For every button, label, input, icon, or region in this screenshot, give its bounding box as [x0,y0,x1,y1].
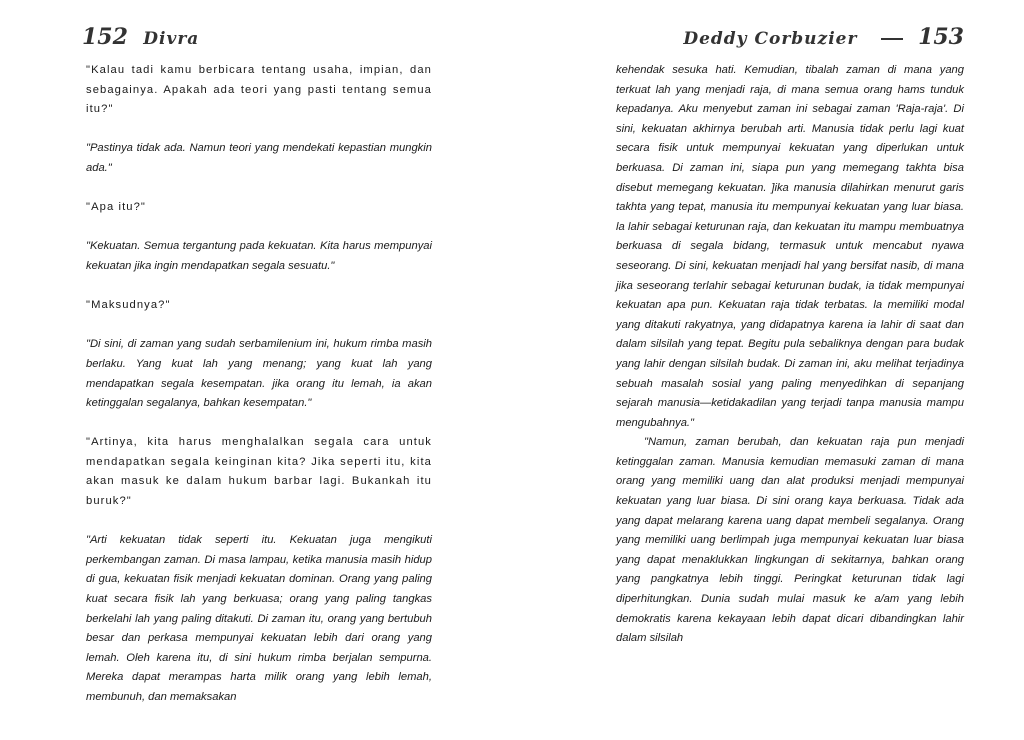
paragraph: "Apa itu?" [86,201,146,214]
paragraph: "Di sini, di zaman yang sudah serbamilenium ini, hukum rimba masih berlaku. Yang kuat lah yang menang; yang kuat lah yang mendapatkan segala kesempatan. jika orang itu lemah, ia akan ketinggalan segalanya, bahkan kesempatan." [86,338,432,410]
right-page-header [675,24,964,50]
left-page-text [86,61,432,708]
left-page-header [82,24,207,50]
paragraph: "Artinya, kita harus menghalalkan segala cara untuk mendapatkan segala keinginan kita? Jika seperti itu, kita akan masuk ke dalam hukum barbar lagi. Bukankah itu buruk?" [86,436,432,508]
left-page-number: 152 [82,24,128,50]
paragraph: "Kekuatan. Semua tergantung pada kekuatan. Kita harus mempunyai kekuatan jika ingin mendapatkan segala sesuatu." [86,240,432,272]
paragraph: kehendak sesuka hati. Kemudian, tibalah zaman di mana yang terkuat lah yang menjadi raja, di mana semua orang hams tunduk kepadanya. Aku menyebut zaman ini sebagai zaman 'Raja-raja'. Di sini, kekuatan akhirnya berubah arti. Manusia tidak perlu lagi kuat secara fisik untuk mempunyai kekuatan yang diperlukan untuk berkuasa. Di zaman ini, siapa pun yang memegang takhta bisa disebut memegang kekuatan. ]ika manusia dilahirkan menurut garis takhta yang tepat, manusia itu mempunyai kekuatan yang luar biasa. la lahir sebagai keturunan raja, dan kekuatan itu mampu membuatnya berkuasa di segala bidang, termasuk untuk mencabut nyawa seseorang. Di sini, kekuatan menjadi hal yang bersifat nasib, di mana jika seseorang terlahir sebagai keturunan budak, ia tidak mempunyai kekuatan apa pun. Kekuatan raja tidak terbatas. la memiliki modal yang ditakuti rakyatnya, yang didapatnya karena ia lahir di saat dan dalam silsilah yang tepat. Begitu pula sebaliknya dengan para budak yang lahir dengan silsilah budak. Di zaman ini, aku melihat terjadinya sebuah masalah sosial yang paling menyedihkan di sepanjang sejarah manusia—ketidakadilan yang terjadi tanpa manusia mampu mengubahnya." [616,64,964,429]
right-page-text [616,61,964,649]
paragraph: "Namun, zaman berubah, dan kekuatan raja pun menjadi ketinggalan zaman. Manusia kemudian memasuki zaman di mana orang yang memiliki uang dan alat produksi menjadi mempunyai kekuatan yang luar biasa. Di sini orang kaya berkuasa. Tidak ada yang dapat melarang karena uang dapat membeli segalanya. Orang yang memiliki uang berlimpah juga mempunyai kekuatan luar biasa yang dapat menaklukkan lingkungan di sekitarnya, bahkan orang yang pangkatnya lebih tinggi. Peringkat keturunan tidak lagi diperhitungkan. Dunia sudah mulai masuk ke a/am yang lebih demokratis karena kekayaan lebih dapat dicari dibandingkan lahir dalam silsilah [616,436,964,645]
paragraph: "Arti kekuatan tidak seperti itu. Kekuatan juga mengikuti perkembangan zaman. Di masa lampau, ketika manusia masih hidup di gua, kekuatan fisik menjadi kekuatan dominan. Orang yang paling kuat secara fisik lah yang berkuasa; orang yang paling tangkas berkelahi lah yang paling ditakuti. Di zaman itu, orang yang bertubuh besar dan perkasa mempunyai kekuatan lebih dari orang yang lemah. Oleh karena itu, di sini hukum rimba berjalan sempurna. Mereka dapat merampas harta milik orang yang lebih lemah, membunuh, dan memaksakan [86,534,432,703]
paragraph: "Pastinya tidak ada. Namun teori yang mendekati kepastian mungkin ada." [86,142,432,174]
header-rule [881,38,903,40]
author-name: Deddy Corbuzier [683,29,858,49]
book-title: Divra [143,29,200,49]
right-page-number: 153 [918,24,964,50]
paragraph: "Maksudnya?" [86,299,171,312]
paragraph: "Kalau tadi kamu berbicara tentang usaha, impian, dan sebagainya. Apakah ada teori yang pasti tentang semua itu?" [86,64,432,116]
